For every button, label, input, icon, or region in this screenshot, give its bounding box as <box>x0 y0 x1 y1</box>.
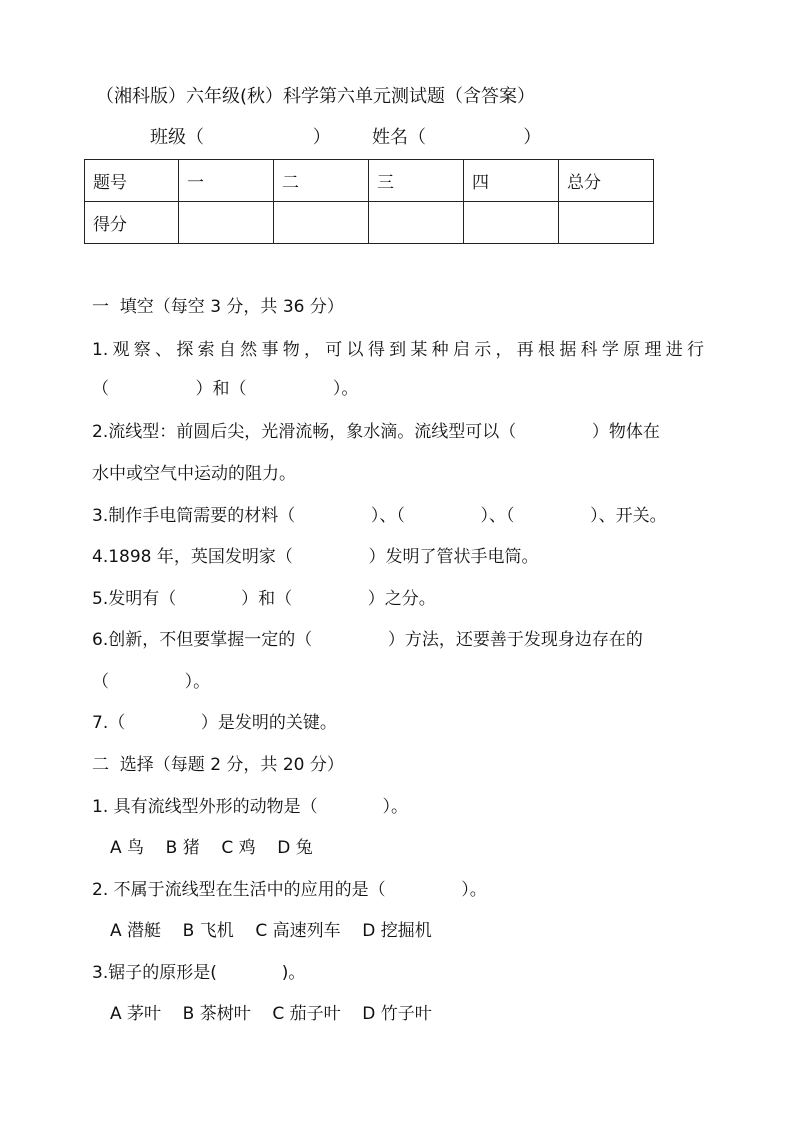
fill-question-1: 1.观察、探索自然事物，可以得到某种启示，再根据科学原理进行 <box>92 340 704 360</box>
choice-question-3-options: A 茅叶 B 茶树叶 C 茄子叶 D 竹子叶 <box>110 1004 432 1024</box>
choice-question-2-options: A 潜艇 B 飞机 C 高速列车 D 挖掘机 <box>110 921 432 941</box>
fill-question-2-cont: 水中或空气中运动的阻力。 <box>92 464 296 484</box>
choice-question-1: 1. 具有流线型外形的动物是（ ）。 <box>92 797 408 817</box>
fill-question-6-cont: （ ）。 <box>92 672 211 692</box>
score-table-score-row <box>85 202 654 244</box>
fill-question-7: 7.（ ）是发明的关键。 <box>92 713 337 733</box>
choice-question-3: 3.锯子的原形是( )。 <box>92 963 306 983</box>
score-input-cell[interactable] <box>369 202 464 244</box>
fill-question-3: 3.制作手电筒需要的材料（ ）、（ ）、（ ）、开关。 <box>92 506 667 526</box>
table-cell: 二 <box>274 160 369 202</box>
score-input-cell[interactable] <box>274 202 369 244</box>
score-input-cell[interactable] <box>559 202 654 244</box>
table-cell: 得分 <box>85 202 179 244</box>
section1-heading: 一 填空（每空 3 分，共 36 分） <box>92 297 344 317</box>
table-cell: 总分 <box>559 160 654 202</box>
table-cell: 四 <box>464 160 559 202</box>
fill-question-2: 2.流线型：前圆后尖，光滑流畅，象水滴。流线型可以（ ）物体在 <box>92 422 660 442</box>
table-cell: 题号 <box>85 160 179 202</box>
score-table <box>84 159 654 244</box>
document-title: （湘科版）六年级(秋）科学第六单元测试题（含答案） <box>96 86 536 107</box>
fill-question-6: 6.创新，不但要掌握一定的（ ）方法，还要善于发现身边存在的 <box>92 630 643 650</box>
name-field-label: 姓名（ ） <box>372 127 542 148</box>
class-field-label: 班级（ ） <box>150 127 331 148</box>
table-cell: 一 <box>179 160 274 202</box>
section2-heading: 二 选择（每题 2 分，共 20 分） <box>92 755 344 775</box>
score-input-cell[interactable] <box>179 202 274 244</box>
score-input-cell[interactable] <box>464 202 559 244</box>
score-table-header-row <box>85 160 654 202</box>
fill-question-4: 4.1898 年，英国发明家（ ）发明了管状手电筒。 <box>92 547 539 567</box>
fill-question-5: 5.发明有（ ）和（ ）之分。 <box>92 589 436 609</box>
choice-question-2: 2. 不属于流线型在生活中的应用的是（ ）。 <box>92 880 487 900</box>
table-cell: 三 <box>369 160 464 202</box>
fill-question-1-cont: （ ）和（ ）。 <box>92 379 359 399</box>
choice-question-1-options: A 鸟 B 猪 C 鸡 D 兔 <box>110 838 313 858</box>
